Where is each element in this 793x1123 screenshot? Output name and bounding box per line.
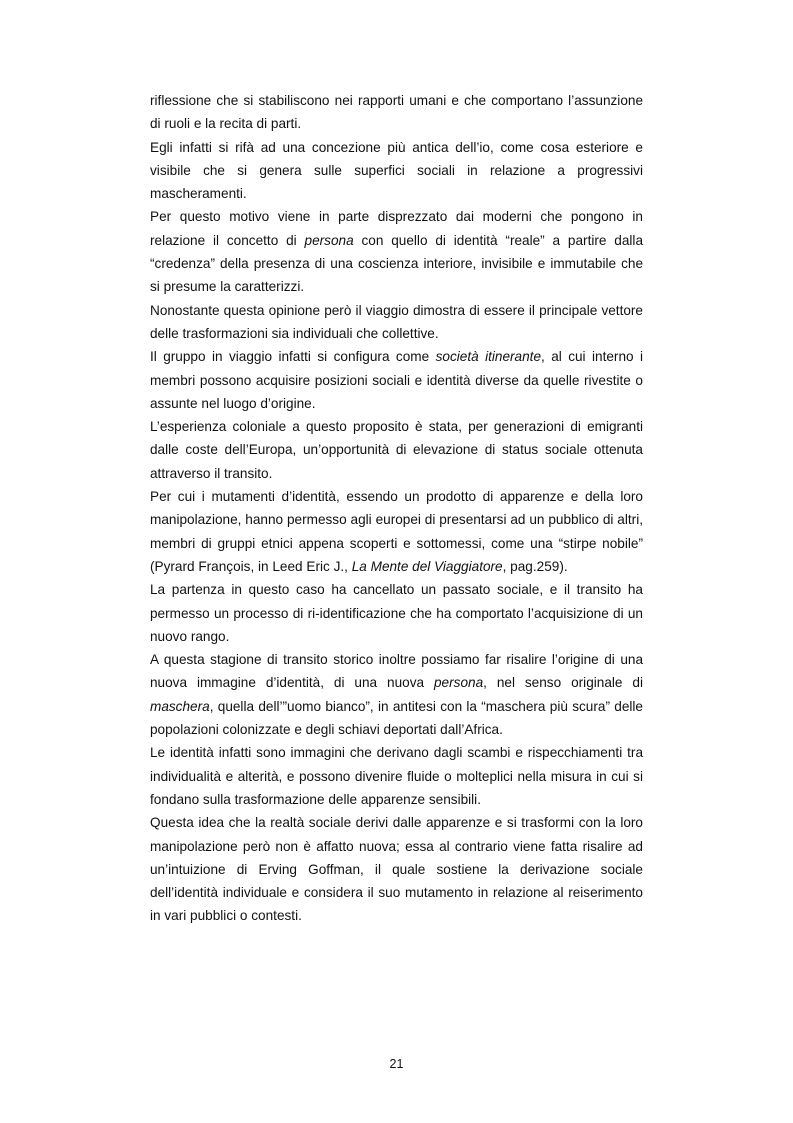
text-run: , al cui interno i membri possono acquisire posizioni sociali e identità diverse da quelle rivestite o assunte nel luogo d’origine.: [150, 349, 643, 411]
text-run: L’esperienza coloniale a questo proposito è stata, per generazioni di emigranti dalle coste dell’Europa, un’opportunità di elevazione di status sociale ottenuta attraverso il transito.: [150, 419, 643, 481]
text-run: riflessione che si stabiliscono nei rapporti umani e che comportano l’assunzione di ruoli e la recita di parti.: [150, 93, 643, 132]
text-run: Nonostante questa opinione però il viaggio dimostra di essere il principale vettore delle trasformazioni sia individuali che collettive.: [150, 302, 643, 341]
paragraph: [150, 648, 643, 741]
text-run: Questa idea che la realtà sociale derivi dalle apparenze e si trasformi con la loro manipolazione però non è affatto nuova; essa al contrario viene fatta risalire ad un’intuizione di Erving Goffman, il quale sostiene la derivazione sociale dell’identità individuale e considera il suo mutamento in relazione al reiserimento in vari pubblici o contesti.: [150, 815, 643, 924]
italic-book-title: La Mente del Viaggiatore: [351, 558, 503, 574]
text-run: , quella dell’”uomo bianco”, in antitesi con la “maschera più scura” delle popolazioni colonizzate e degli schiavi deportati dall’Africa.: [150, 698, 643, 738]
text-run: Le identità infatti sono immagini che derivano dagli scambi e rispecchiamenti tra individualità e alterità, e possono divenire fluide o molteplici nella misura in cui si fondano sulla trasformazione delle apparenze sensibili.: [150, 745, 643, 807]
text-run: Egli infatti si rifà ad una concezione più antica dell’io, come cosa esteriore e visibile che si genera sulle superfici sociali in relazione a progressivi mascheramenti.: [150, 139, 643, 202]
text-run: , pag.259).: [502, 558, 568, 574]
paragraph: [150, 485, 643, 578]
paragraph: [150, 89, 643, 136]
paragraph: [150, 811, 643, 927]
paragraph: [150, 741, 643, 811]
text-run: La partenza in questo caso ha cancellato un passato sociale, e il transito ha permesso un processo di ri-identificazione che ha comportato l’acquisizione di un nuovo rango.: [150, 582, 643, 644]
italic-term: persona: [304, 232, 354, 248]
italic-term: persona: [434, 675, 484, 691]
text-run: Per cui i mutamenti d’identità, essendo un prodotto di apparenze e della loro manipolazione, hanno permesso agli europei di presentarsi ad un pubblico di altri, membri di gruppi etnici appena scoperti e sottomessi, come una “stirpe nobile” (Pyrard François, in Leed Eric J.,: [150, 489, 643, 574]
paragraph: [150, 578, 643, 648]
page-number: 21: [389, 1057, 404, 1071]
text-run: , nel senso originale di: [483, 675, 643, 691]
text-run: con quello di identità “reale” a partire dalla “credenza” della presenza di una coscienza interiore, invisibile e immutabile che si presume la caratterizzi.: [150, 232, 644, 295]
text-run: A questa stagione di transito storico inoltre possiamo far risalire l’origine di una nuova immagine d’identità, di una nuova: [150, 652, 643, 691]
text-run: Per questo motivo viene in parte disprezzato dai moderni che pongono in relazione il concetto di: [150, 209, 643, 248]
paragraph: [150, 205, 643, 298]
document-body: [150, 89, 643, 928]
text-run: Il gruppo in viaggio infatti si configura come: [150, 349, 436, 365]
paragraph-list: [150, 89, 643, 928]
paragraph: [150, 299, 643, 346]
paragraph: [150, 415, 643, 485]
italic-term: società itinerante: [435, 349, 542, 365]
paragraph: [150, 136, 643, 206]
paragraph: [150, 345, 643, 415]
italic-term: maschera: [150, 698, 210, 714]
